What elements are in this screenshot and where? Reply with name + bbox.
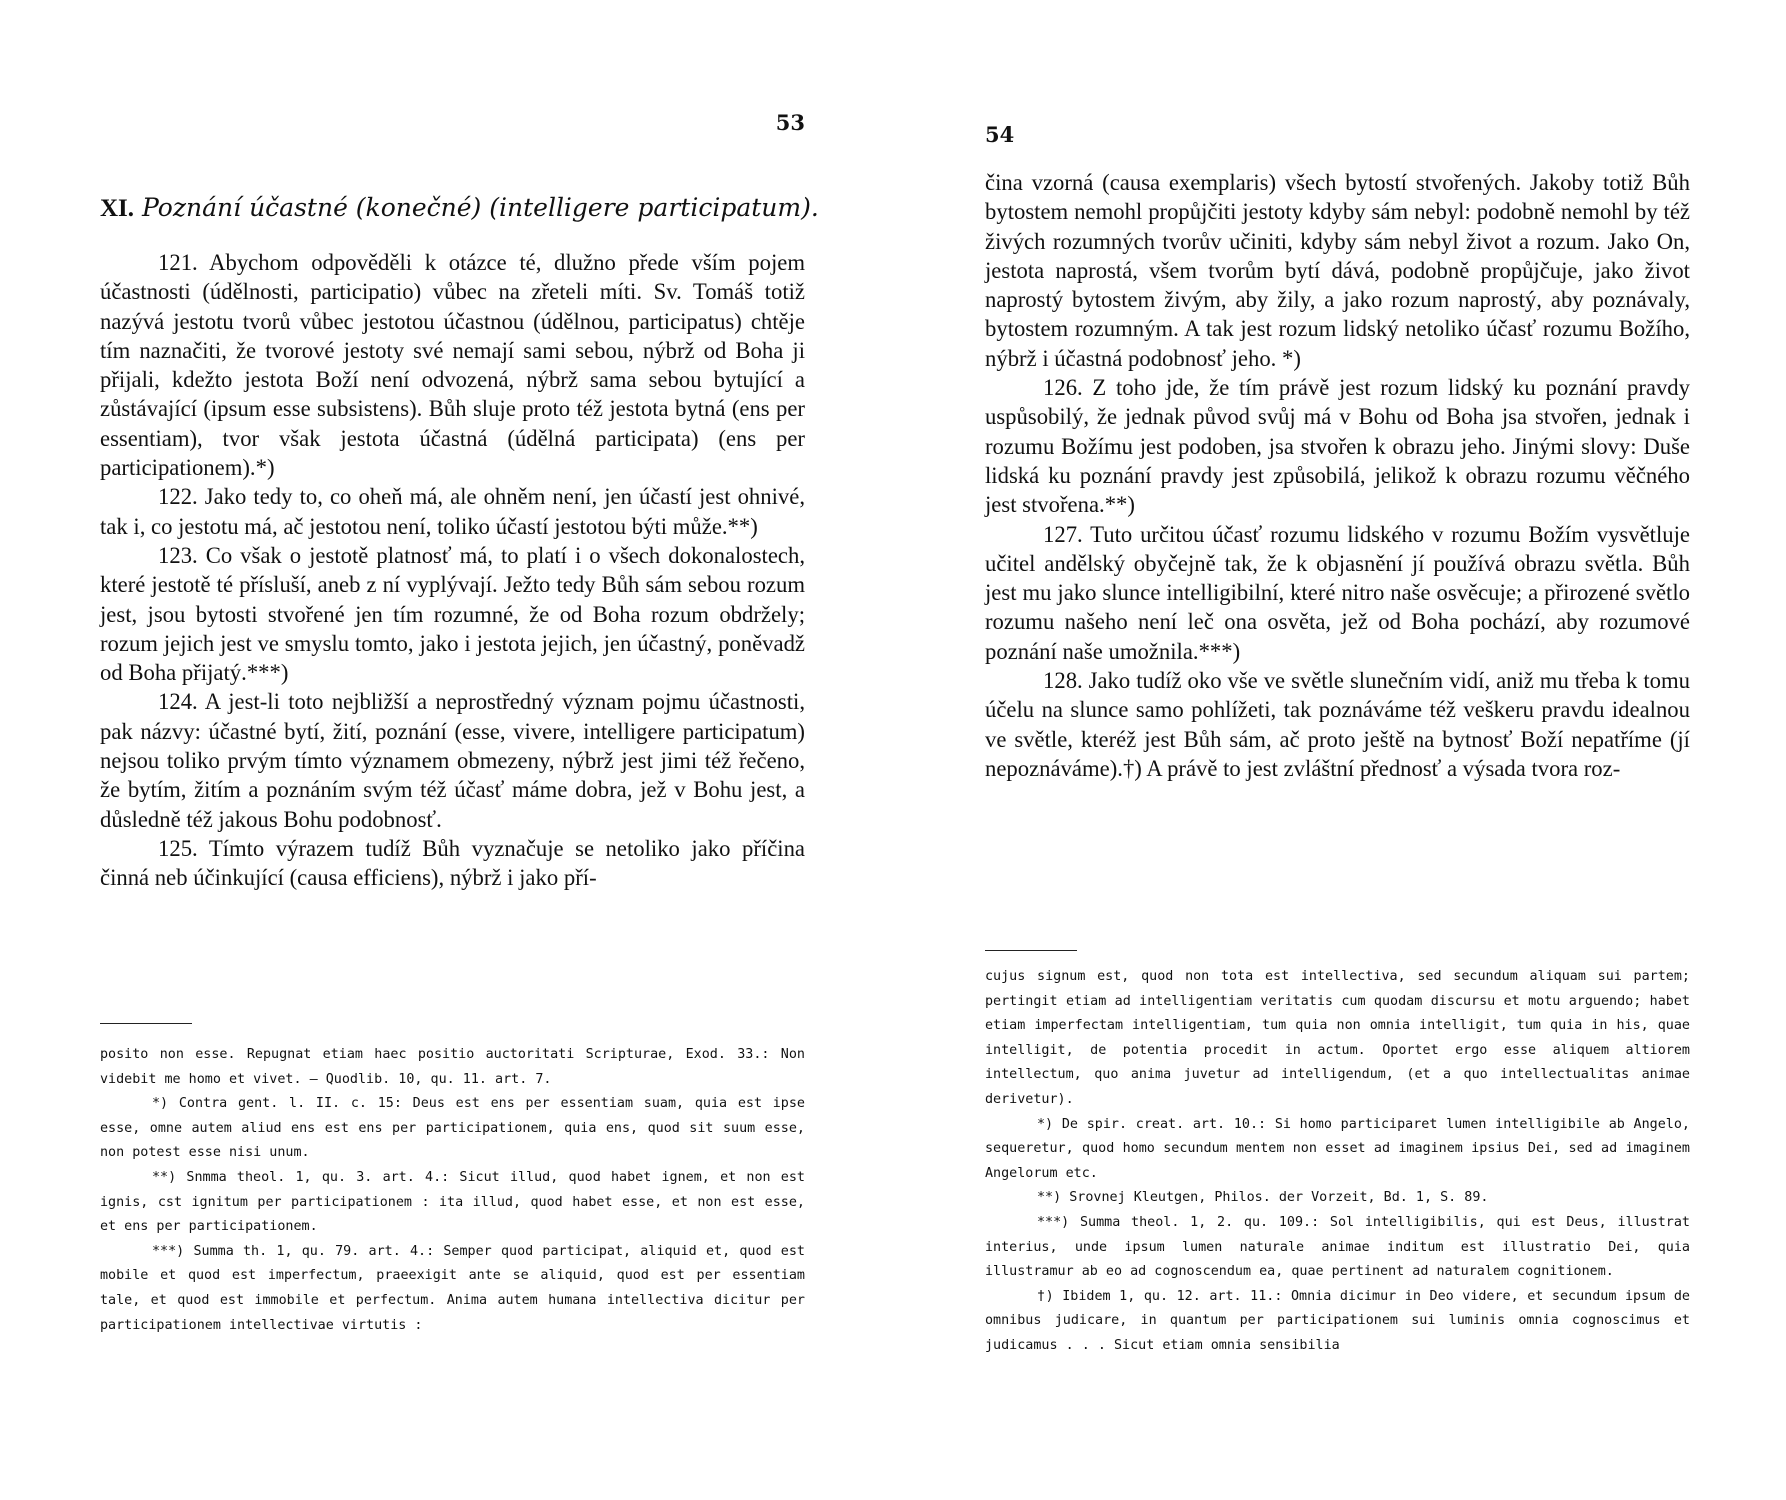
right-page — [985, 0, 1690, 1500]
footnote: **) Srovnej Kleutgen, Philos. der Vorzeit, Bd. 1, S. 89. — [1037, 1190, 1489, 1206]
body-text — [985, 168, 1690, 783]
paragraph: 122. Jako tedy to, co oheň má, ale ohněm není, jen účastí jest ohnivé, tak i, co jestotu má, ač jestotou není, toliko účastí jestotou býti může.**) — [100, 484, 805, 539]
paragraph: čina vzorná (causa exemplaris) všech bytostí stvořených. Jakoby totiž Bůh bytostem nemohl propůjčiti jestoty kdyby sám nebyl: podobně nemohl by též živých rozumných tvorův učiniti, kdyby sám nebyl život a rozum. Jako On, jestota naprostá, všem tvorům bytí dává, podobně propůjčuje, jako život naprostý bytostem živým, aby žily, a jako rozum naprostý, aby poznávaly, bytostem rozumným. A tak jest rozum lidský netoliko účasť rozumu Božího, nýbrž i účastná podobnosť jeho. *) — [985, 170, 1690, 371]
left-page — [100, 0, 819, 1500]
page-number: 54 — [985, 122, 1015, 147]
paragraph: 121. Abychom odpověděli k otázce té, dlužno přede vším pojem účastnosti (údělnosti, participatio) vůbec na zřeteli míti. Sv. Tomáš totiž nazývá jestotu tvorů vůbec jestotou účastnou (údělnou, participatus) chtěje tím naznačiti, že tvorové jestoty své nemají sami sebou, nýbrž od Boha ji přijali, kdežto jestota Boží není odvozená, nýbrž sama sebou bytující a zůstávající (ipsum esse subsistens). Bůh sluje proto též jestota bytná (ens per essentiam), tvor však jestota účastná (údělná participata) (ens per participationem).*) — [100, 250, 805, 481]
footnote: posito non esse. Repugnat etiam haec positio auctoritati Scripturae, Exod. 33.: Non videbit me homo et vivet. — Quodlib. 10, qu. 11. art. 7. — [100, 1047, 805, 1087]
paragraph: 128. Jako tudíž oko vše ve světle slunečním vidí, aniž mu třeba k tomu účelu na slunce samo pohlížeti, tak poznáváme též veškeru pravdu idealnou ve světle, kteréž jest Bůh sám, ač proto ještě na bytnosť Boží nepatříme (jí nepoznáváme).†) A právě to jest zvláštní přednosť a výsada tvora roz- — [985, 668, 1690, 781]
footnote: cujus signum est, quod non tota est intellectiva, sed secundum aliquam sui partem; pertingit etiam ad intelligentiam veritatis cum quodam discursu et motu arguendo; habet etiam imperfectam intelligentiam, tum quia non omnia intelligit, tum quia in his, quae intelligit, de potentia procedit in actum. Oportet ergo esse aliquem altiorem intellectum, quo anima juvetur ad intelligendum, (et a quo intellectualitas animae derivetur). — [985, 969, 1690, 1107]
chapter-number: XI. — [100, 195, 135, 222]
paragraph: 124. A jest-li toto nejbližší a neprostředný význam pojmu účastnosti, pak názvy: účastné bytí, žití, poznání (esse, vivere, intelligere participatum) nejsou toliko prvým tímto významem obmezeny, nýbrž jest jimi též řečeno, že bytím, žitím a poznáním svým též účasť máme dobra, jež v Bohu jest, a důsledně též jakous Bohu podobnosť. — [100, 689, 805, 832]
paragraph: 126. Z toho jde, že tím právě jest rozum lidský ku poznání pravdy uspůsobilý, že jednak původ svůj má v Bohu od Boha jsa stvořen, jednak i rozumu Božímu jest podoben, jsa stvořen k obrazu jeho. Jinými slovy: Duše lidská ku poznání pravdy jest způsobilá, jelikož k obrazu rozumu věčného jest stvořena.**) — [985, 375, 1690, 518]
paragraph: 127. Tuto určitou účasť rozumu lidského v rozumu Božím vysvětluje učitel andělský obyčejně tak, že k objasnění jí používá obrazu světla. Bůh jest mu jako slunce intelligibilní, které nitro naše osvěcuje; a přirozené světlo rozumu našeho není leč ona osvěta, jež od Boha pochází, aby rozumové poznání naše umožnila.***) — [985, 521, 1690, 664]
footnote: **) Snmma theol. 1, qu. 3. art. 4.: Sicut illud, quod habet ignem, et non est ignis, cst ignitum per participationem : ita illud, quod habet esse, et non est esse, et ens per participationem. — [100, 1169, 805, 1235]
footnote-divider — [100, 1023, 192, 1024]
footnotes — [985, 965, 1690, 1359]
footnote: *) Contra gent. l. II. c. 15: Deus est ens per essentiam suam, quia est ipse esse, omne autem aliud ens est ens per participationem, quia ens, quod sit suum esse, non potest esse nisi unum. — [100, 1096, 805, 1161]
paragraph: 123. Co však o jestotě platnosť má, to platí i o všech dokonalostech, které jestotě té přísluší, aneb z ní vyplývají. Ježto tedy Bůh sám sebou rozum jest, jsou bytosti stvořené jen tím rozumné, že od Boha rozum obdržely; rozum jejich jest ve smyslu tomto, jako i jestota jejich, jen účastný, poněvadž od Boha přijatý.***) — [100, 542, 805, 686]
body-text — [100, 248, 805, 893]
paragraph: 125. Tímto výrazem tudíž Bůh vyznačuje se netoliko jako příčina činná neb účinkující (causa efficiens), nýbrž i jako pří- — [100, 835, 805, 891]
chapter-heading — [100, 193, 819, 223]
footnote: ***) Summa theol. 1, 2. qu. 109.: Sol intelligibilis, qui est Deus, illustrat interius, unde ipsum lumen naturale animae inditum est illustratio Dei, quia illustramur ab eo ad cognoscendum ea, quae pertinent ad naturalem cognitionem. — [985, 1214, 1690, 1280]
footnote: *) De spir. creat. art. 10.: Si homo participaret lumen intelligibile ab Angelo, sequeretur, quod homo secundum mentem non esset ad imaginem ipsius Dei, sed ad imaginem Angelorum etc. — [985, 1116, 1690, 1181]
chapter-title: Poznání účastné (konečné) (intelligere participatum). — [142, 193, 819, 222]
footnotes — [100, 1043, 805, 1338]
footnote: †) Ibidem 1, qu. 12. art. 11.: Omnia dicimur in Deo videre, et secundum ipsum de omnibus judicare, in quantum per participationem sui luminis omnia cognoscimus et judicamus . . . Sicut etiam omnia sensibilia — [985, 1288, 1690, 1353]
footnote: ***) Summa th. 1, qu. 79. art. 4.: Semper quod participat, aliquid et, quod est mobile et quod est imperfectum, praeexigit ante se aliquid, quod est per essentiam tale, et quod est immobile et perfectum. Anima autem humana intellectiva dicitur per participationem intellectivae virtutis : — [100, 1243, 805, 1333]
page-number: 53 — [775, 110, 805, 135]
footnote-divider — [985, 950, 1077, 951]
